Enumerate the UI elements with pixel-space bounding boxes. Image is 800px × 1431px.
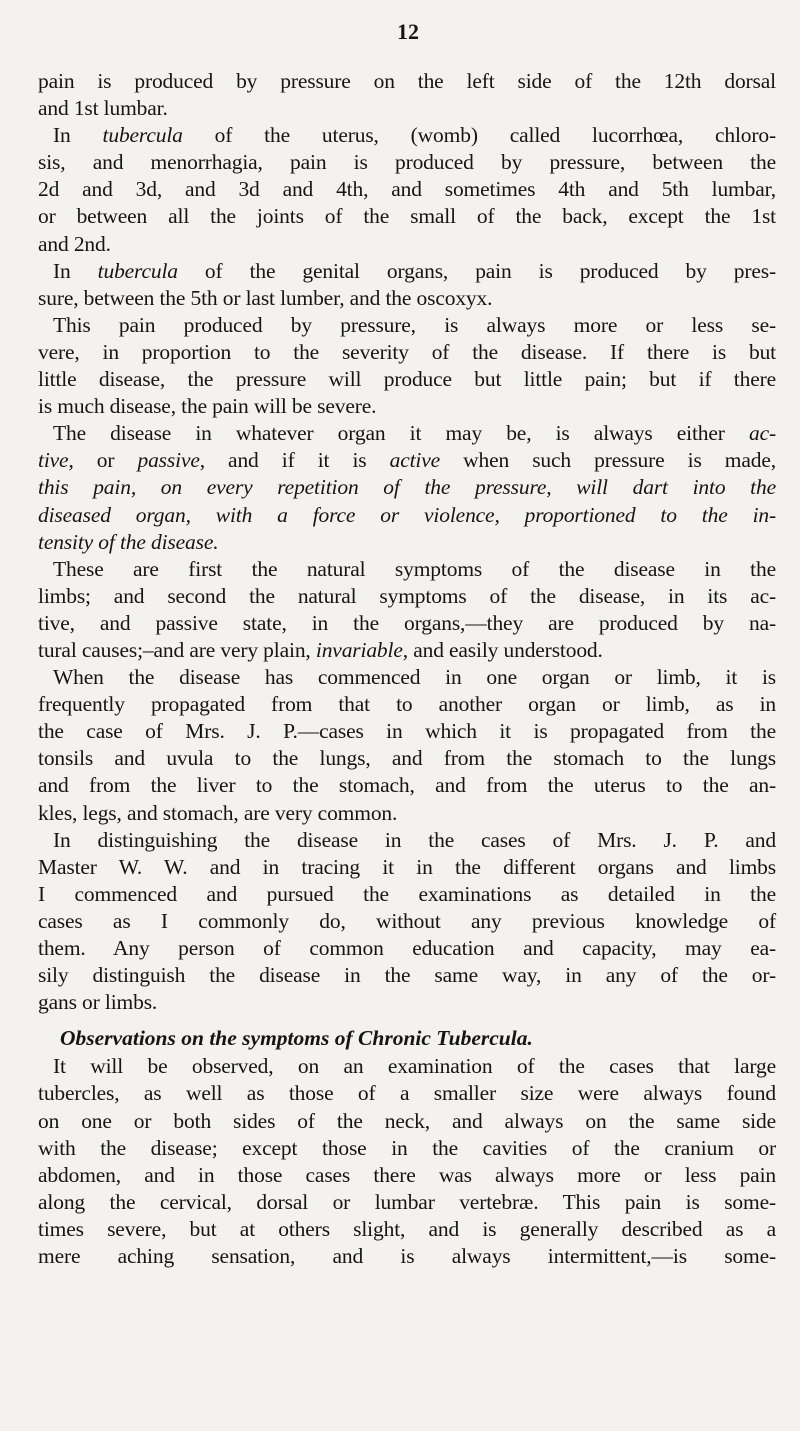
- text-line: These are first the natural symptoms of the disease in the: [53, 556, 776, 581]
- text-line: Master W. W. and in tracing it in the different organs and limbs: [38, 854, 776, 879]
- body-text: [38, 68, 776, 1270]
- text-line: with the disease; except those in the cavities of the cranium or: [38, 1135, 776, 1160]
- text-line: It will be observed, on an examination of the cases that large: [53, 1054, 776, 1079]
- section-heading: Observations on the symptoms of Chronic Tubercula.: [60, 1026, 533, 1051]
- text-line: them. Any person of common education and capacity, may ea-: [38, 936, 776, 960]
- text-line: and 1st lumbar.: [38, 96, 168, 121]
- paragraph-block-1: [38, 68, 776, 1016]
- text-line: on one or both sides of the neck, and always on the same side: [38, 1108, 776, 1133]
- text-line: is much disease, the pain will be severe.: [38, 394, 377, 419]
- text-line: this pain, on every repetition of the pressure, will dart into the: [38, 475, 776, 500]
- text-line: kles, legs, and stomach, are very common.: [38, 800, 398, 825]
- text-line: the case of Mrs. J. P.—cases in which it is propagated from the: [38, 719, 776, 744]
- text-line: 2d and 3d, and 3d and 4th, and sometimes 4th and 5th lumbar,: [38, 177, 776, 202]
- text-line: cases as I commonly do, without any previous knowledge of: [38, 908, 776, 933]
- text-line: tonsils and uvula to the lungs, and from the stomach to the lungs: [38, 746, 776, 771]
- text-line: In distinguishing the disease in the cases of Mrs. J. P. and: [53, 827, 776, 852]
- text-line: limbs; and second the natural symptoms of the disease, in its ac-: [38, 583, 776, 608]
- text-line: times severe, but at others slight, and is generally described as a: [38, 1216, 776, 1241]
- text-line: abdomen, and in those cases there was always more or less pain: [38, 1162, 776, 1187]
- text-line: little disease, the pressure will produce but little pain; but if there: [38, 367, 776, 392]
- text-line: diseased organ, with a force or violence, proportioned to the in-: [38, 502, 776, 527]
- text-line: tural causes;–and are very plain, invariable, and easily understood.: [38, 637, 603, 662]
- text-line: gans or limbs.: [38, 990, 158, 1015]
- page-number: 12: [397, 19, 419, 44]
- text-line: tive, or passive, and if it is active when such pressure is made,: [38, 448, 776, 473]
- text-line: I commenced and pursued the examinations as detailed in the: [38, 881, 776, 906]
- text-line: mere aching sensation, and is always intermittent,—is some-: [38, 1244, 776, 1269]
- text-line: pain is produced by pressure on the left side of the 12th dorsal: [38, 69, 776, 93]
- text-line: vere, in proportion to the severity of the disease. If there is but: [38, 339, 776, 364]
- text-line: sily distinguish the disease in the same way, in any of the or-: [38, 963, 776, 988]
- text-line: tensity of the disease.: [38, 529, 219, 554]
- text-line: This pain produced by pressure, is always more or less se-: [53, 312, 776, 337]
- text-line: or between all the joints of the small of the back, except the 1st: [38, 204, 776, 229]
- text-line: and 2nd.: [38, 231, 111, 256]
- text-line: along the cervical, dorsal or lumbar vertebræ. This pain is some-: [38, 1189, 776, 1214]
- text-line: sure, between the 5th or last lumber, and the oscoxyx.: [38, 285, 493, 310]
- text-line: In tubercula of the uterus, (womb) called lucorrhœa, chloro-: [53, 123, 776, 148]
- text-line: frequently propagated from that to another organ or limb, as in: [38, 692, 776, 717]
- text-line: In tubercula of the genital organs, pain is produced by pres-: [53, 258, 776, 283]
- paragraph-block-2: [38, 1053, 776, 1270]
- text-line: tive, and passive state, in the organs,—they are produced by na-: [38, 610, 776, 635]
- text-line: tubercles, as well as those of a smaller size were always found: [38, 1081, 776, 1106]
- text-line: and from the liver to the stomach, and from the uterus to the an-: [38, 773, 776, 798]
- text-line: When the disease has commenced in one organ or limb, it is: [53, 665, 776, 690]
- text-line: The disease in whatever organ it may be, is always either ac-: [53, 421, 776, 446]
- text-line: sis, and menorrhagia, pain is produced by pressure, between the: [38, 150, 776, 175]
